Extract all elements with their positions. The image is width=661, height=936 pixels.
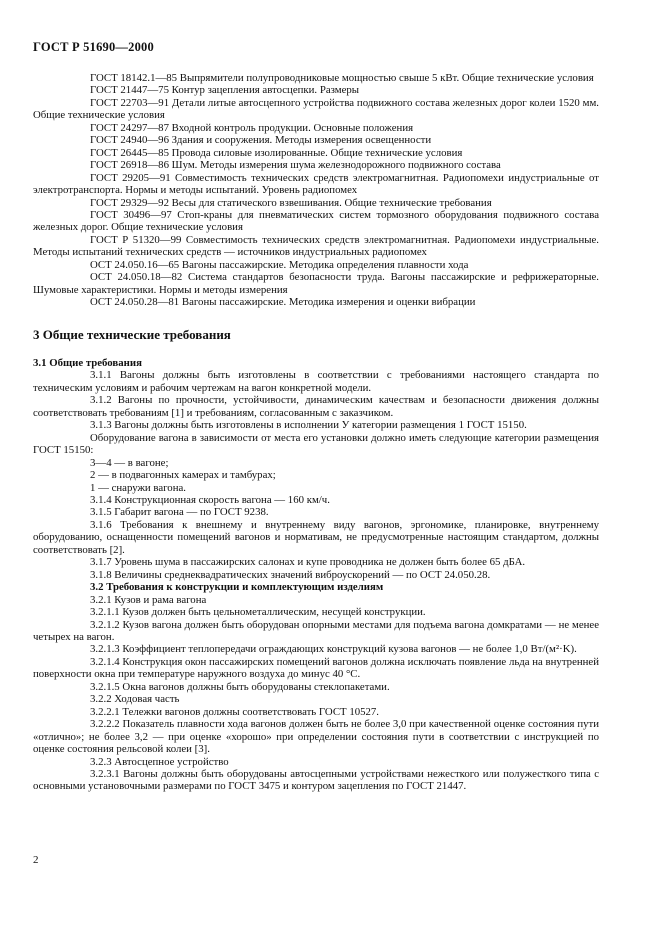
paragraph: 3.1.8 Величины среднеквадратических значений виброускорений — по ОСТ 24.050.28. [90,568,491,581]
list-item: 2 — в подвагонных камерах и тамбурах; [90,469,276,482]
paragraph: 3.2.1.4 Конструкция окон пассажирских помещений вагонов должна исключать появление льда на внутренней поверхности окна при температуре наружного воздуха до минус 40 °С. [33,655,599,681]
reference-item: ГОСТ 21447—75 Контур зацепления автосцепки. Размеры [90,84,360,97]
paragraph: 3.2.3.1 Вагоны должны быть оборудованы автосцепными устройствами нежесткого или полужесткого типа с основными установочными размерами по ГОСТ 3475 и контуром зацепления по ГОСТ 21447. [33,767,599,793]
reference-item: ОСТ 24.050.18—82 Система стандартов безопасности труда. Вагоны пассажирские и рефрижераторные. Шумовые характеристики. Нормы и методы измерения [33,271,599,296]
reference-item: ГОСТ 24297—87 Входной контроль продукции. Основные положения [90,121,414,134]
paragraph: 3.2.2.1 Тележки вагонов должны соответствовать ГОСТ 10527. [90,705,380,718]
reference-item: ГОСТ 30496—97 Стоп-краны для пневматических систем тормозного оборудования подвижного состава железных дорог. Общие технические условия [33,208,599,234]
reference-item: ГОСТ 29205—91 Совместимость технических средств электромагнитная. Радиопомехи индустриальные от электротранспорта. Нормы и методы испытаний. Уровень радиопомех [33,171,599,197]
list-item: 3—4 — в вагоне; [90,456,169,469]
paragraph: 3.2.1.3 Коэффициент теплопередачи ограждающих конструкций кузова вагонов — не более 1,0 Вт/(м²·K). [90,643,577,656]
paragraph: 3.2.1.5 Окна вагонов должны быть оборудованы стеклопакетами. [90,680,390,693]
paragraph: 3.1.2 Вагоны по прочности, устойчивости, динамическим качествам и безопасности движения должны соответствовать требованиям [1] и требованиям, согласованным с заказчиком. [33,394,599,419]
paragraph: 3.2.3 Автосцепное устройство [90,755,229,768]
reference-item: ГОСТ 26445—85 Провода силовые изолированные. Общие технические условия [90,146,463,159]
paragraph: 3.2.2.2 Показатель плавности хода вагонов должен быть не более 3,0 при качественной оценке состояния пути «отлично»; не более 3,2 — при оценке «хорошо» при определении состояния пути в соответствии с инструкцией по оценке состояния рельсовой колеи [3]. [33,718,599,756]
section-body [33,357,599,793]
reference-item: ГОСТ 26918—86 Шум. Методы измерения шума железнодорожного подвижного состава [90,159,501,172]
paragraph: 3.2.1.2 Кузов вагона должен быть оборудован опорными местами для подъема вагона домкратами — не менее четырех на вагон. [33,618,599,643]
subsection-heading: 3.2 Требования к конструкции и комплектующим изделиям [90,581,384,594]
paragraph: 3.1.5 Габарит вагона — по ГОСТ 9238. [90,506,269,519]
reference-item: ГОСТ 29329—92 Весы для статического взвешивания. Общие технические требования [90,196,492,209]
paragraph: 3.1.6 Требования к внешнему и внутреннему виду вагонов, эргономике, планировке, внутреннему оборудованию, оснащенности помещений вагонов и нормативам, не предусмотренные настоящим стандартом, должны соответствовать [2]. [33,518,599,556]
page-number: 2 [33,854,39,866]
paragraph: 3.2.1 Кузов и рама вагона [90,593,207,606]
paragraph: 3.1.7 Уровень шума в пассажирских салонах и купе проводника не должен быть более 65 дБА. [90,556,526,569]
paragraph: 3.1.3 Вагоны должны быть изготовлены в исполнении У категории размещения 1 ГОСТ 15150. [90,419,527,432]
section-title: 3 Общие технические требования [33,327,231,342]
list-item: 1 — снаружи вагона. [90,481,186,494]
reference-item: ОСТ 24.050.16—65 Вагоны пассажирские. Методика определения плавности хода [90,258,469,271]
paragraph: 3.2.1.1 Кузов должен быть цельнометаллическим, несущей конструкции. [90,606,426,619]
reference-item: ГОСТ 24940—96 Здания и сооружения. Методы измерения освещенности [90,134,432,147]
subsection-heading: 3.1 Общие требования [33,357,142,369]
standard-header: ГОСТ Р 51690—2000 [33,40,154,54]
paragraph: 3.2.2 Ходовая часть [90,693,180,706]
reference-item: ОСТ 24.050.28—81 Вагоны пассажирские. Методика измерения и оценки вибрации [90,296,476,309]
normative-references-list [33,72,599,309]
paragraph: 3.1.4 Конструкционная скорость вагона — 160 км/ч. [90,493,330,506]
paragraph: 3.1.1 Вагоны должны быть изготовлены в соответствии с требованиями настоящего стандарта по техническим условиям и рабочим чертежам на вагон конкретной модели. [33,369,599,394]
reference-item: ГОСТ 18142.1—85 Выпрямители полупроводниковые мощностью свыше 5 кВт. Общие технические условия [90,72,594,84]
paragraph: Оборудование вагона в зависимости от места его установки должно иметь следующие категории размещения ГОСТ 15150: [33,431,599,457]
reference-item: ГОСТ 22703—91 Детали литые автосцепного устройства подвижного состава железных дорог колеи 1520 мм. Общие технические условия [33,96,599,122]
reference-item: ГОСТ Р 51320—99 Совместимость технических средств электромагнитная. Радиопомехи индустриальные. Методы испытаний технических средств — источников индустриальных радиопомех [33,233,599,259]
